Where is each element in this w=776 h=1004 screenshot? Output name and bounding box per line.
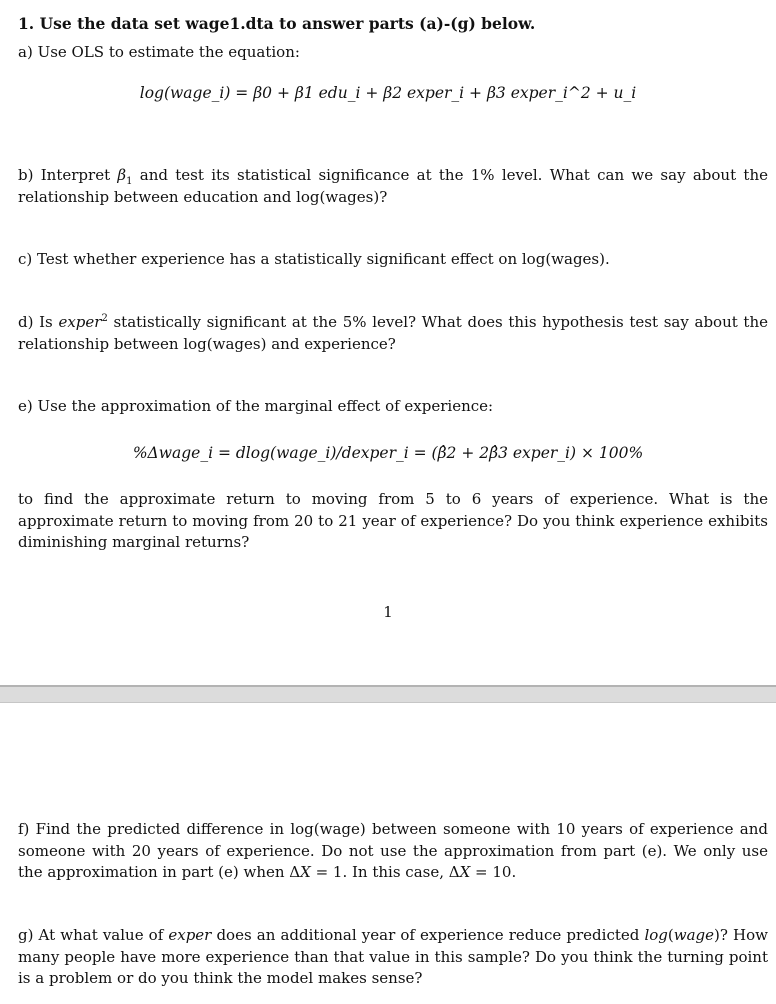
part-d: d) Is exper$^2$ statistically significant at the 5% level? What does this hypothesis test say about the relationship between log(wages) and experience? [18,313,768,353]
ols-equation: log(wage_i) = β0 + β1 edu_i + β2 exper_i + β3 exper_i^2 + u_i [139,84,637,102]
part-g: g) At what value of exper does an additional year of experience reduce predicted log(wage)? How many people have more experience than that value in this sample? Do you think the turning point is a problem or do you think the model makes sense? [18,926,768,987]
part-c: c) Test whether experience has a statistically significant effect on log(wages). [18,250,610,268]
page-number: 1 [383,603,393,621]
part-e: e) Use the approximation of the marginal effect of experience: [18,397,494,415]
question-title: 1. Use the data set wage1.dta to answer parts (a)-(g) below. [18,14,536,33]
part-b: b) Interpret $\beta_1$ and test its statistical significance at the 1% level. What can we say about the relationship between education and log(wages)? [18,166,768,206]
page-separator [0,685,776,703]
part-f: f) Find the predicted difference in log(wage) between someone with 10 years of experience and someone with 20 years of experience. Do not use the approximation from part (e). We only use the approximation in part (e) when ΔX = 1. In this case, ΔX = 10. [18,820,768,881]
part-e-continued: to find the approximate return to moving from 5 to 6 years of experience. What is the approximate return to moving from 20 to 21 year of experience? Do you think experience exhibits diminishing marginal returns? [18,490,768,551]
marginal-effect-equation: %Δwage_i = dlog(wage_i)/dexper_i = (β̂2 + 2β̂3 exper_i) × 100% [132,444,644,462]
part-a: a) Use OLS to estimate the equation: [18,43,300,61]
